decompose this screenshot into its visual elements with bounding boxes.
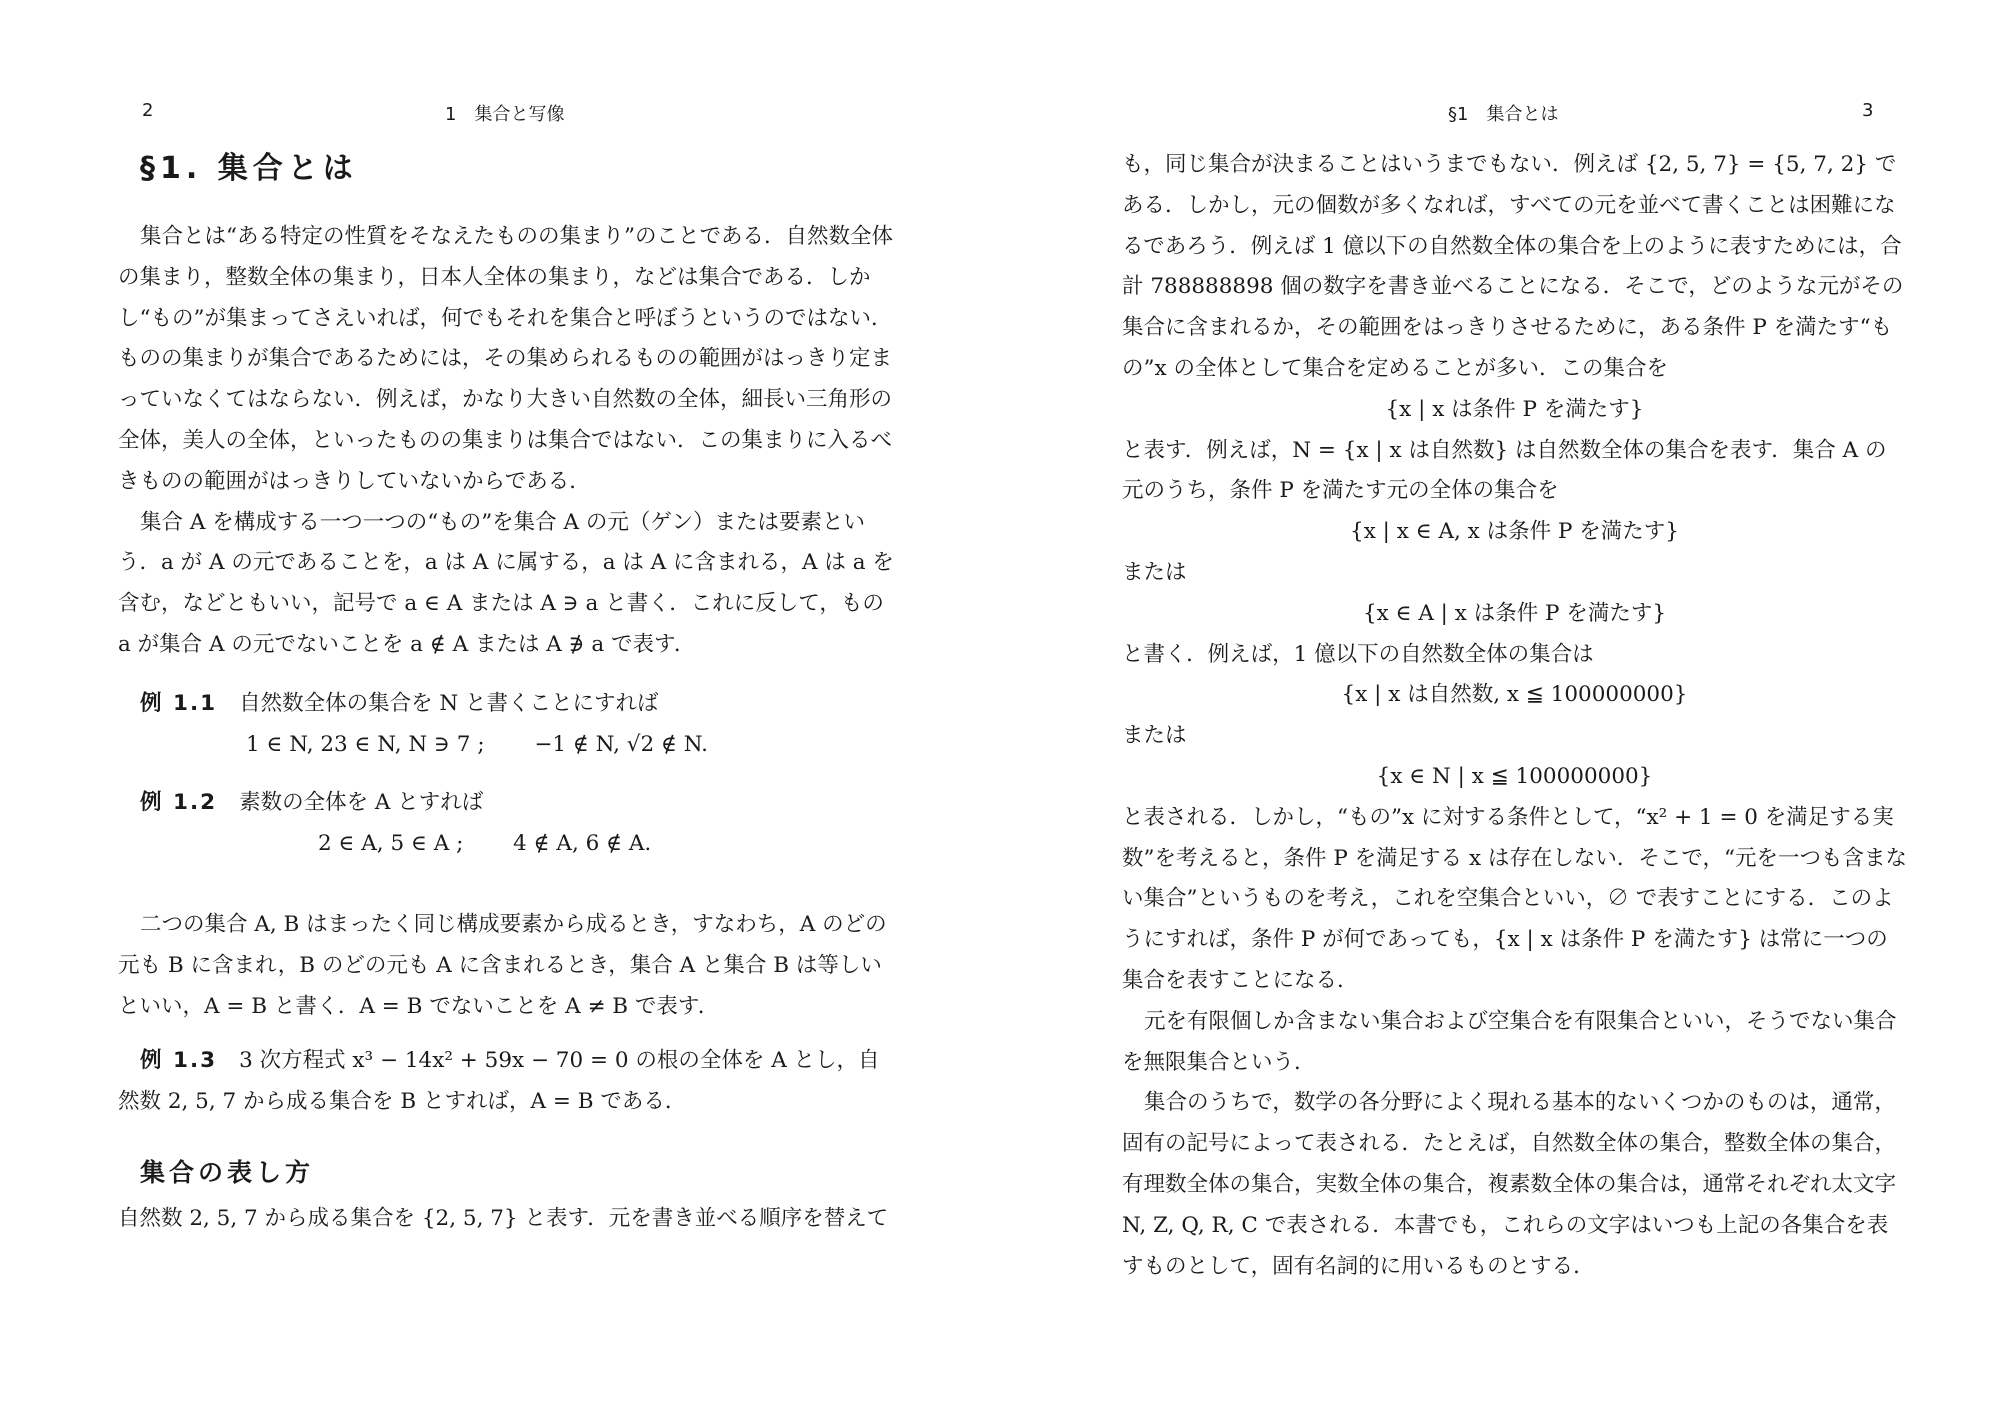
display-formula: {x ∈ A | x は条件 P を満たす} <box>1362 600 1667 626</box>
paragraph: と表される．しかし，“もの”x に対する条件として，“x² + 1 = 0 を満足する実数”を考えると，条件 P を満足する x は存在しない．そこで，“元を一つも含まない集合”というものを考え，これを空集合といい，∅ で表すことにする．このようにすれば，条件 P が何であっても，{x | x は条件 P を満たす} は常に一つの集合を表すことになる． <box>1122 804 1907 993</box>
right-text-column <box>1122 145 1907 1287</box>
example-text: 自然数全体の集合を N と書くことにすれば <box>239 690 659 716</box>
display-formula: {x | x は自然数, x ≦ 100000000} <box>1341 682 1688 708</box>
example-label: 例 1.2 <box>140 790 218 816</box>
paragraph: と書く．例えば，1 億以下の自然数全体の集合は <box>1122 641 1594 667</box>
running-head: §1 集合とは <box>1448 104 1559 125</box>
example-label: 例 1.3 <box>140 1048 218 1074</box>
connector-text: または <box>1122 559 1187 585</box>
running-head: 1 集合と写像 <box>445 104 565 125</box>
example-block <box>118 1041 898 1123</box>
paragraph: 集合 A を構成する一つ一つの“もの”を集合 A の元（ゲン）または要素という．a が A の元であることを，a は A に属する，a は A に含まれる，A は a を含む，などともいい，記号で a ∈ A または A ∋ a と書く．これに反して，もの a が集合 A の元でないことを a ∉ A または A ∌ a で表す． <box>118 509 894 657</box>
example-block <box>118 783 898 865</box>
paragraph: 集合のうちで，数学の各分野によく現れる基本的ないくつかのものは，通常，固有の記号によって表される．たとえば，自然数全体の集合，整数全体の集合，有理数全体の集合，実数全体の集合，複素数全体の集合は，通常それぞれ太文字 N, Z, Q, R, C で表される．本書でも，これらの文字はいつも上記の各集合を表すものとして，固有名詞的に用いるものとする． <box>1122 1090 1897 1279</box>
display-formula: {x | x は条件 P を満たす} <box>1385 396 1644 422</box>
example-block <box>118 684 898 766</box>
paragraph: と表す．例えば，N = {x | x は自然数} は自然数全体の集合を表す．集合 A の元のうち，条件 P を満たす元の全体の集合を <box>1122 437 1887 504</box>
left-text-column <box>118 145 898 1240</box>
example-text: 素数の全体を A とすれば <box>239 790 484 816</box>
page-number: 2 <box>142 100 154 121</box>
display-formula: {x | x ∈ A, x は条件 P を満たす} <box>1350 519 1679 545</box>
paragraph: 集合とは“ある特定の性質をそなえたものの集まり”のことである．自然数全体の集まり，整数全体の集まり，日本人全体の集まり，などは集合である．しかし“もの”が集まってさえいれば，何でもそれを集合と呼ぼうというのではない．ものの集まりが集合であるためには，その集められるものの範囲がはっきり定まっていなくてはならない．例えば，かなり大きい自然数の全体，細長い三角形の全体，美人の全体，といったものの集まりは集合ではない．この集まりに入るべきものの範囲がはっきりしていないからである． <box>118 224 893 494</box>
example-math: 2 ∈ A, 5 ∈ A ; 4 ∉ A, 6 ∉ A. <box>318 831 652 857</box>
example-math: 1 ∈ N, 23 ∈ N, N ∋ 7 ; −1 ∉ N, √2 ∉ N. <box>246 731 709 757</box>
paragraph: 二つの集合 A, B はまったく同じ構成要素から成るとき，すなわち，A のどの元も B に含まれ，B のどの元も A に含まれるとき，集合 A と集合 B は等しいといい，A = B と書く．A = B でないことを A ≠ B で表す． <box>118 911 887 1019</box>
paragraph: 自然数 2, 5, 7 から成る集合を {2, 5, 7} と表す．元を書き並べる順序を替えて <box>118 1205 889 1231</box>
subsection-title: 集合の表し方 <box>140 1157 315 1187</box>
paragraph: 元を有限個しか含まない集合および空集合を有限集合といい，そうでない集合を無限集合という． <box>1122 1008 1897 1075</box>
spacer <box>118 865 898 891</box>
right-page <box>1000 0 2000 1419</box>
paragraph: も，同じ集合が決まることはいうまでもない．例えば {2, 5, 7} = {5, 7, 2} である．しかし，元の個数が多くなれば，すべての元を並べて書くことは困難になるであろう．例えば 1 億以下の自然数全体の集合を上のように表すためには，合計 788888898 個の数字を書き並べることになる．そこで，どのような元がその集合に含まれるか，その範囲をはっきりさせるために，ある条件 P を満たす“もの”x の全体として集合を定めることが多い．この集合を <box>1122 152 1904 381</box>
display-formula: {x ∈ N | x ≦ 100000000} <box>1376 763 1653 789</box>
connector-text: または <box>1122 723 1187 749</box>
section-title: §1. 集合とは <box>140 151 358 186</box>
page-number: 3 <box>1862 100 1874 121</box>
example-label: 例 1.1 <box>140 690 218 716</box>
example-text: 3 次方程式 x³ − 14x² + 59x − 70 = 0 の根の全体を A とし，自然数 2, 5, 7 から成る集合を B とすれば，A = B である． <box>118 1048 880 1115</box>
